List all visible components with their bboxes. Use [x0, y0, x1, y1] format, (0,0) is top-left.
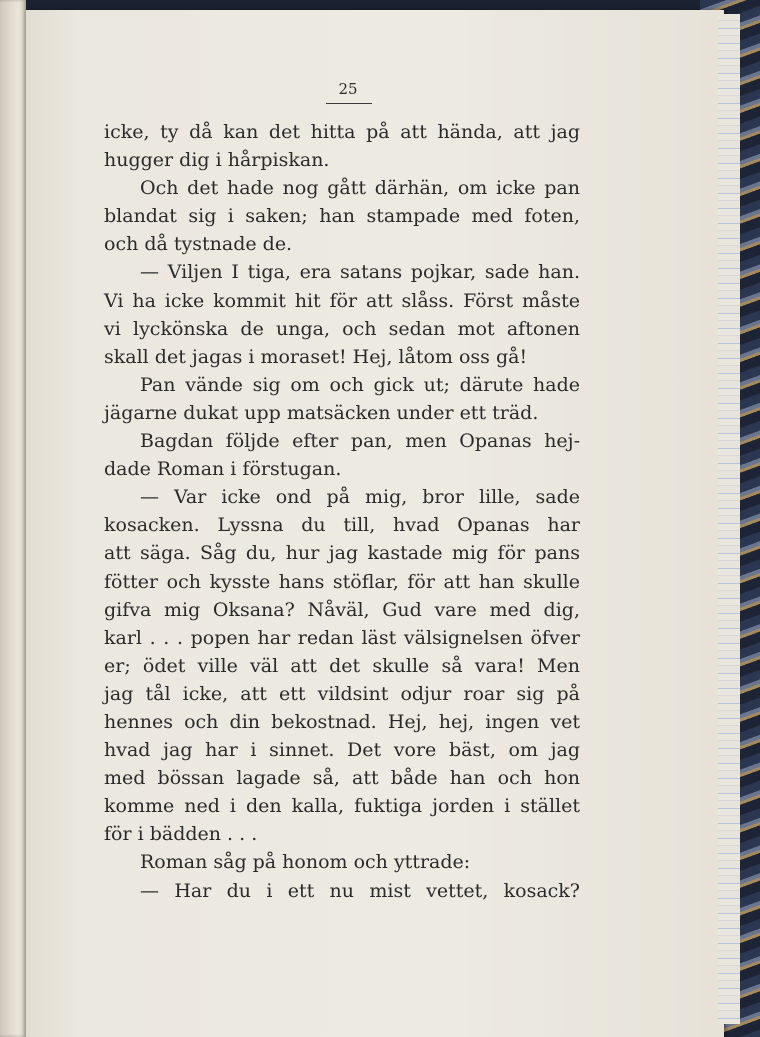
- text-line: vi lyckönska de unga, och sedan mot aftonen: [104, 317, 580, 340]
- text-line: med bössan lagade så, att både han och hon: [104, 767, 580, 790]
- left-page-edge: [0, 0, 26, 1037]
- text-line: blandat sig i saken; han stampade med foten,: [104, 205, 580, 228]
- text-line: gifva mig Oksana? Nåväl, Gud vare med dig,: [104, 598, 580, 621]
- text-line: karl . . . popen har redan läst välsignelsen öfver: [104, 626, 580, 649]
- text-line: Bagdan följde efter pan, men Opanas hej-: [140, 430, 580, 453]
- text-line: komme ned i den kalla, fuktiga jorden i stället: [104, 795, 580, 818]
- page-stack-edge: [718, 14, 740, 1024]
- background-top: [0, 0, 760, 10]
- text-line: hennes och din bekostnad. Hej, hej, ingen vet: [104, 710, 580, 733]
- text-line: kosacken. Lyssna du till, hvad Opanas har: [104, 514, 580, 537]
- text-line: — Viljen I tiga, era satans pojkar, sade han.: [140, 261, 580, 284]
- text-line: dade Roman i förstugan.: [104, 458, 342, 481]
- text-line: icke, ty då kan det hitta på att hända, att jag: [104, 121, 580, 143]
- text-line: er; ödet ville väl att det skulle så vara! Men: [104, 654, 580, 677]
- page-number: 25: [338, 80, 358, 98]
- text-line: Roman såg på honom och yttrade:: [140, 851, 471, 874]
- body-text: [104, 118, 580, 905]
- page-number-rule: [326, 103, 372, 104]
- text-line: jägarne dukat upp matsäcken under ett träd.: [104, 401, 539, 424]
- text-line: att säga. Såg du, hur jag kastade mig för pans: [104, 542, 580, 565]
- text-line: hvad jag har i sinnet. Det vore bäst, om jag: [104, 739, 580, 762]
- text-line: — Var icke ond på mig, bror lille, sade: [140, 486, 580, 509]
- text-line: skall det jagas i moraset! Hej, låtom oss gå!: [104, 345, 528, 368]
- text-line: — Har du i ett nu mist vettet, kosack?: [140, 879, 580, 902]
- text-line: fötter och kysste hans stöflar, för att han skulle: [104, 570, 580, 593]
- text-line: hugger dig i hårpiskan.: [104, 149, 330, 172]
- text-line: Pan vände sig om och gick ut; därute hade: [140, 373, 580, 396]
- text-line: Vi ha icke kommit hit för att slåss. Först måste: [104, 289, 580, 312]
- text-line: för i bädden . . .: [104, 823, 258, 846]
- text-line: Och det hade nog gått därhän, om icke pan: [140, 177, 580, 200]
- text-line: jag tål icke, att ett vildsint odjur roar sig på: [104, 682, 580, 705]
- text-line: och då tystnade de.: [104, 233, 293, 256]
